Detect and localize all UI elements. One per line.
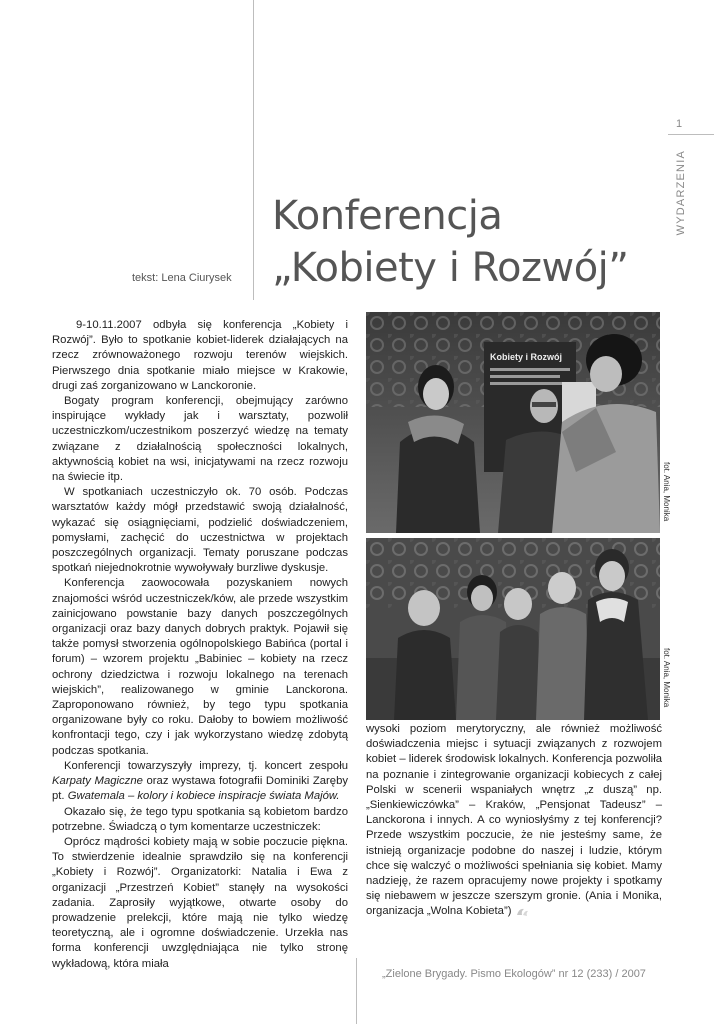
section-rule [668,134,714,135]
article-title [272,190,629,294]
paragraph: 9-10.11.2007 odbyła się konferencja „Kobiety i Rozwój”. Było to spotkanie kobiet-liderek działających na rzecz zrównoważonego rozwoju terenów wiejskich. Pierwszego dnia spotkanie miało miejsce w Krakowie, drugi zaś zorganizowano w Lanckoronie. [52,319,348,392]
article-column-left [52,318,348,972]
photo-credit-1: fot. Ania, Monika [662,462,671,522]
footer-divider [356,958,357,1024]
poster-title: Kobiety i Rozwój [490,352,562,362]
paragraph: Konferencja zaowocowała pozyskaniem nowych znajomości wśród uczestniczek/ków, ale przede wszystkim zainicjowano powstanie bazy danych poszczególnych organizacji oraz bazy danych dobrych praktyk. Pojawił się także pomysł stworzenia ogólnopolskiego Babińca (portal i forum) – wzorem projektu „Babiniec – kobiety na rzecz ochrony dziedzictwa i rozwoju lokalnego na terenach wiejskich”, realizowanego w gminie Lanckorona. Zaproponowano również, by tego typu spotkania organizowane były co roku. Dałoby to bowiem możliwość konfrontacji tego, czy i jak wykorzystano wiedzę zdobytą podczas spotkania. [52,577,348,757]
photo-credit-2: fot. Ania, Monika [662,648,671,708]
paragraph: W spotkaniach uczestniczyło ok. 70 osób. Podczas warsztatów każdy mógł przedstawić swoją działalność, wykazać się osiągnięciami, podzielić doświadczeniem, pomysłami, zachęcić do uczestnictwa w projektach poszczególnych organizacji. Tematy poruszane podczas spotkań niejednokrotnie wywoływały burzliwe dyskusje. [52,486,348,575]
section-label: WYDARZENIA [675,150,687,236]
paragraph: Bogaty program konferencji, obejmujący zarówno inspirujące wykłady jak i warsztaty, pozwolił uczestniczkom/uczestnikom poszerzyć wiedzę na tematy związane z działalnością społeczności lokalnych, aktywnością kobiet na wsi, inicjatywami na rzecz rozwoju na świecie itp. [52,395,348,484]
article-column-right [366,722,662,920]
paragraph-continued: wysoki poziom merytoryczny, ale również możliwość doświadczenia miejsc i sytuacji związanych z rozwojem kobiet – liderek środowisk lokalnych. Konferencja pozwoliła na poznanie i zintegrowanie organizacji kobiecych z całej Polski w scenerii wspaniałych wnętrz „z duszą” np. „Sienkiewiczówka” – Kraków, „Pensjonat Tadeusz” – Lanckorona i innych. A co wyniosłyśmy z tej konferencji? Przede wszystkim poczucie, że nie jesteśmy same, że istnieją organizacje podobne do naszej i ludzie, którym chce się walczyć o możliwości spełniania się kobiet. Mamy nadzieję, że razem opracujemy nowe projekty i spotkamy się niebawem w jeszcze szerszym gronie. (Ania i Monika, organizacja „Wolna Kobieta”) [366,723,662,918]
band-name: Karpaty Magiczne [52,775,143,788]
conference-photo-2 [366,538,660,720]
header-divider [253,0,254,300]
paragraph: Oprócz mądrości kobiety mają w sobie poczucie piękna. To stwierdzenie idealnie sprawdziło się na konferencji „Kobiety i Rozwój”. Organizatorki: Natalia i Ewa z organizacji „Przestrzeń Kobiet” stanęły na wysokości zadania. Zaprosiły wyjątkowe, otwarte osoby do prowadzenie prelekcji, które mają nie tylko wiedzę teoretyczną, ale i ogromne doświadczenie. Urzekła nas forma konferencji uwzględniająca nie tylko stronę wykładową, która miała [52,835,348,970]
title-line-2: „Kobiety i Rozwój” [272,245,629,291]
paragraph-events: Konferencji towarzyszyły imprezy, tj. koncert zespołu Karpaty Magiczne oraz wystawa fotografii Dominiki Zaręby pt. Gwatemala – kolory i kobiece inspiracje świata Majów. [52,759,349,803]
title-line-1: Konferencja [272,193,503,239]
exhibition-name: Gwatemala – kolory i kobiece inspiracje świata Majów. [67,790,340,803]
magazine-footer: „Zielone Brygady. Pismo Ekologów” nr 12 (233) / 2007 [382,968,646,980]
page-number: 1 [676,118,683,130]
author-credit: tekst: Lena Ciurysek [132,272,232,284]
end-mark-icon [515,906,529,917]
paragraph: Okazało się, że tego typu spotkania są kobietom bardzo potrzebne. Świadczą o tym komentarze uczestniczek: [52,805,348,833]
conference-photo-1 [366,312,660,533]
